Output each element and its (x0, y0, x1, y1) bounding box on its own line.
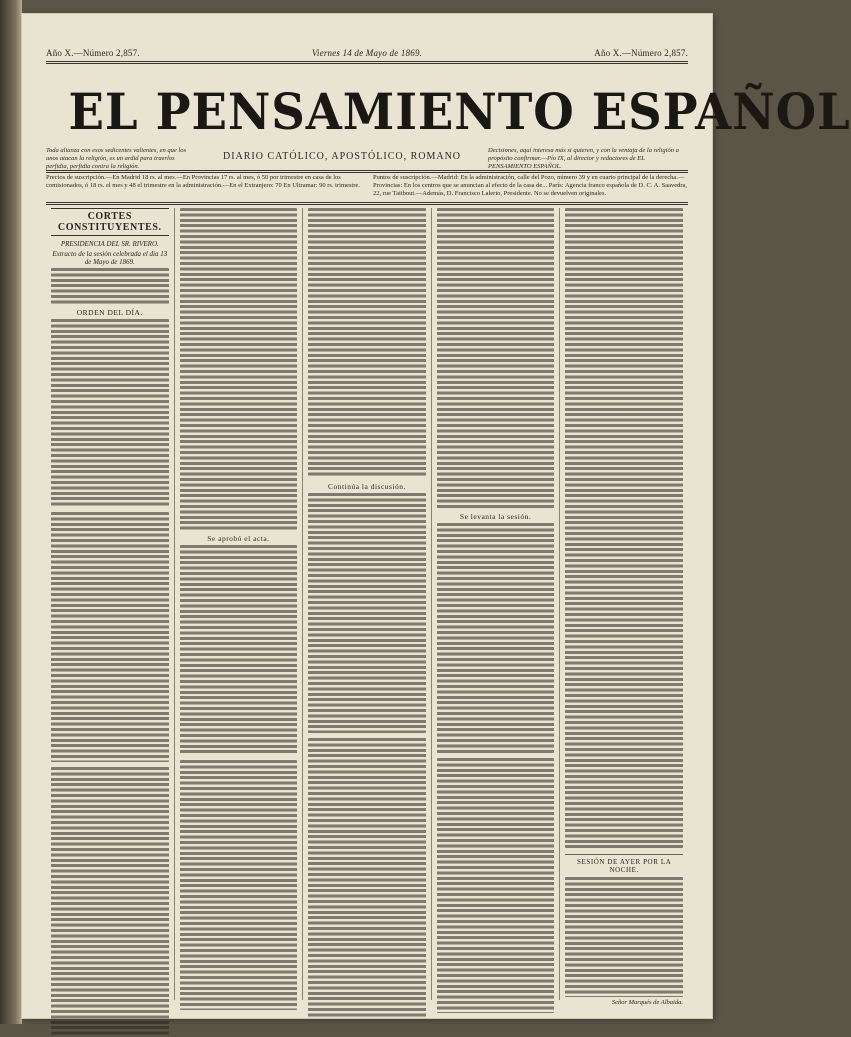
body-text (565, 877, 683, 997)
column-3 (303, 208, 432, 1000)
column-4 (432, 208, 561, 1000)
body-text (51, 767, 169, 1037)
motto-left: Toda alianza con esos sedicentes valientes, en que los unos atacan la religión, es un ardid para traerlos perfidia, perfidia contra la religión. (46, 147, 187, 170)
body-text (180, 545, 298, 755)
issue-date: Viernes 14 de Mayo de 1869. (311, 48, 423, 58)
page-spine-shadow (0, 0, 22, 1024)
newspaper-page (22, 14, 851, 1018)
subhead-rule (46, 170, 688, 173)
subscription-prices (46, 174, 688, 198)
body-text (437, 208, 555, 508)
body-text (565, 208, 683, 848)
column-4-heading: Se levanta la sesión. (459, 512, 532, 521)
body-text (437, 523, 555, 753)
masthead-subhead (46, 147, 688, 171)
body-rule (46, 202, 688, 205)
body-text (51, 268, 169, 304)
body-text (180, 208, 298, 530)
prices-right: Puntos de suscripción.—Madrid: En la administración, calle del Pozo, número 39 y en cuarto principal de la derecha.—Provincias: En los centros que se anuncian al efecto de la casa de... París: Agencia franco española de D. C. A. Saavedra, 22, rue Taitbout.—Además, D. Francisco Lalerio, Presidente. No se devuelven originales. (373, 174, 688, 197)
body-text (51, 319, 169, 507)
body-text (437, 758, 555, 1013)
closing-signature: Señor Marqués de Albaida. (611, 999, 683, 1006)
column-5 (560, 208, 688, 1006)
body-text (51, 512, 169, 762)
body-text (308, 493, 426, 733)
column-3-heading: Continúa la discusión. (328, 482, 406, 491)
prices-left: Precios de suscripción.—En Madrid 18 rs. al mes.—En Provincias 17 rs. al mes, ó 50 por trimestre en casa de los comisionados, ó 18 rs. el mes y 48 el trimestre en la administración.—En el Extranjero: 70 En Ultramar: 90 rs. trimestre. (46, 174, 360, 189)
body-text (308, 738, 426, 1018)
motto-right: Decisiones, aquí interesa más si quieren, y con la ventaja de la religión a propósito confirmar.—Pío IX, al director y redactores de EL PENSAMIENTO ESPAÑOL. (488, 147, 679, 170)
section-title: CORTES CONSTITUYENTES. (51, 208, 169, 236)
column-1 (46, 208, 175, 1000)
column-2 (175, 208, 304, 1000)
masthead-title: EL PENSAMIENTO ESPAÑOL (68, 82, 851, 141)
issue-number-right: Año X.—Número 2,857. (594, 48, 688, 58)
body-text (308, 208, 426, 478)
top-rule (46, 61, 688, 64)
presidency-line: PRESIDENCIA DEL SR. RIVERO. (60, 240, 159, 248)
night-session-title: SESIÓN DE AYER POR LA NOCHE. (565, 854, 683, 874)
order-of-day: ORDEN DEL DÍA. (76, 308, 143, 317)
body-text (180, 760, 298, 1010)
issue-number-left: Año X.—Número 2,857. (46, 48, 140, 58)
issue-line (46, 48, 688, 58)
session-extract: Extracto de la sesión celebrada el día 13 de Mayo de 1869. (52, 250, 168, 266)
column-2-heading: Se aprobó el acta. (207, 534, 270, 543)
masthead-subtitle: DIARIO CATÓLICO, APOSTÓLICO, ROMANO (222, 151, 462, 162)
article-columns (46, 208, 688, 1006)
